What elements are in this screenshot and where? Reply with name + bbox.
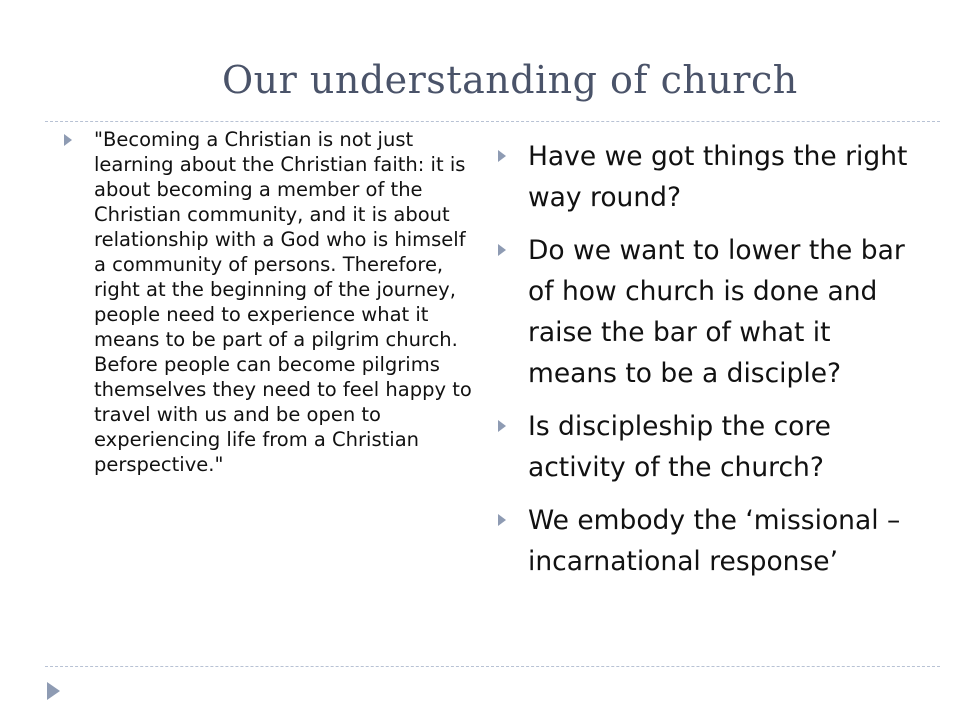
triangle-bullet-icon — [498, 150, 506, 162]
statement-text: We embody the ‘missional – incarnational response’ — [528, 505, 901, 577]
question-text: Is discipleship the core activity of the church? — [528, 411, 831, 483]
triangle-bullet-icon — [498, 244, 506, 256]
left-column — [62, 127, 472, 477]
right-column — [496, 136, 916, 594]
bottom-divider — [45, 666, 940, 667]
question-item — [496, 230, 916, 394]
quote-text: "Becoming a Christian is not just learning about the Christian faith: it is about becoming a member of the Christian community, and it is about relationship with a God who is himself a community of persons. Therefore, right at the beginning of the journey, people need to experience what it means to be part of a pilgrim church. Before people can become pilgrims themselves they need to feel happy to travel with us and be open to experiencing life from a Christian perspective." — [94, 128, 472, 476]
triangle-bullet-icon — [498, 420, 506, 432]
triangle-bullet-icon — [64, 134, 72, 146]
triangle-bullet-icon — [498, 514, 506, 526]
quote-item — [62, 127, 472, 477]
top-divider — [45, 121, 940, 122]
question-item — [496, 136, 916, 218]
triangle-marker-icon — [47, 682, 60, 700]
question-text: Do we want to lower the bar of how church is done and raise the bar of what it means to be a disciple? — [528, 235, 905, 389]
slide-title: Our understanding of church — [222, 58, 798, 102]
statement-item — [496, 500, 916, 582]
question-text: Have we got things the right way round? — [528, 141, 908, 213]
question-item — [496, 406, 916, 488]
